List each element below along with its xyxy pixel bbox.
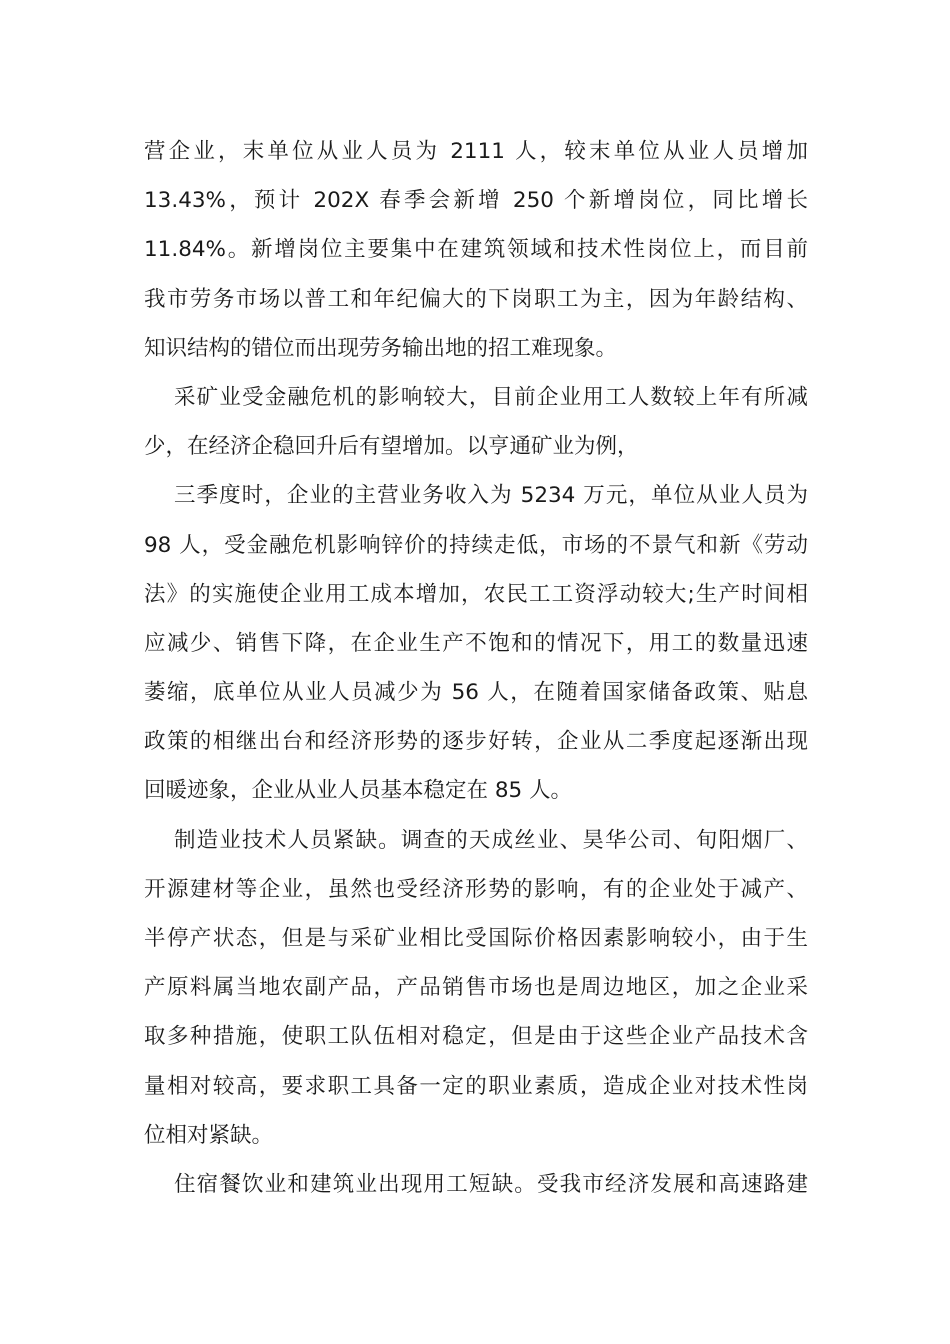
text-line: 11.84%。新增岗位主要集中在建筑领域和技术性岗位上，而目前 [144, 237, 808, 263]
text-line: 应减少、销售下降，在企业生产不饱和的情况下，用工的数量迅速 [144, 630, 808, 656]
text-line: 制造业技术人员紧缺。调查的天成丝业、昊华公司、旬阳烟厂、 [174, 827, 808, 853]
text-line: 回暖迹象，企业从业人员基本稳定在 85 人。 [144, 778, 573, 804]
text-line: 98 人，受金融危机影响锌价的持续走低，市场的不景气和新《劳动 [144, 532, 808, 558]
text-line: 少，在经济企稳回升后有望增加。以亨通矿业为例， [144, 434, 639, 460]
text-line: 法》的实施使企业用工成本增加，农民工工资浮动较大;生产时间相 [144, 581, 808, 607]
text-line: 住宿餐饮业和建筑业出现用工短缺。受我市经济发展和高速路建 [174, 1171, 808, 1197]
text-line: 三季度时，企业的主营业务收入为 5234 万元，单位从业人员为 [174, 483, 808, 509]
text-line: 知识结构的错位而出现劳务输出地的招工难现象。 [144, 335, 618, 361]
text-line: 位相对紧缺。 [144, 1122, 274, 1148]
text-line: 我市劳务市场以普工和年纪偏大的下岗职工为主，因为年龄结构、 [144, 286, 808, 312]
text-line: 半停产状态，但是与采矿业相比受国际价格因素影响较小，由于生 [144, 926, 808, 951]
text-line: 采矿业受金融危机的影响较大，目前企业用工人数较上年有所减 [174, 384, 808, 410]
text-line: 产原料属当地农副产品，产品销售市场也是周边地区，加之企业采 [144, 975, 808, 1001]
text-line: 政策的相继出台和经济形势的逐步好转，企业从二季度起逐渐出现 [144, 729, 808, 755]
document-body [144, 127, 808, 1209]
text-line: 营企业，末单位从业人员为 2111 人，较末单位从业人员增加 [144, 139, 808, 164]
text-line: 量相对较高，要求职工具备一定的职业素质，造成企业对技术性岗 [144, 1073, 808, 1099]
text-line: 萎缩，底单位从业人员减少为 56 人，在随着国家储备政策、贴息 [144, 680, 808, 706]
text-line: 取多种措施，使职工队伍相对稳定，但是由于这些企业产品技术含 [144, 1024, 808, 1050]
text-line: 13.43%，预计 202X 春季会新增 250 个新增岗位，同比增长 [144, 188, 808, 214]
text-line: 开源建材等企业，虽然也受经济形势的影响，有的企业处于减产、 [144, 876, 808, 902]
